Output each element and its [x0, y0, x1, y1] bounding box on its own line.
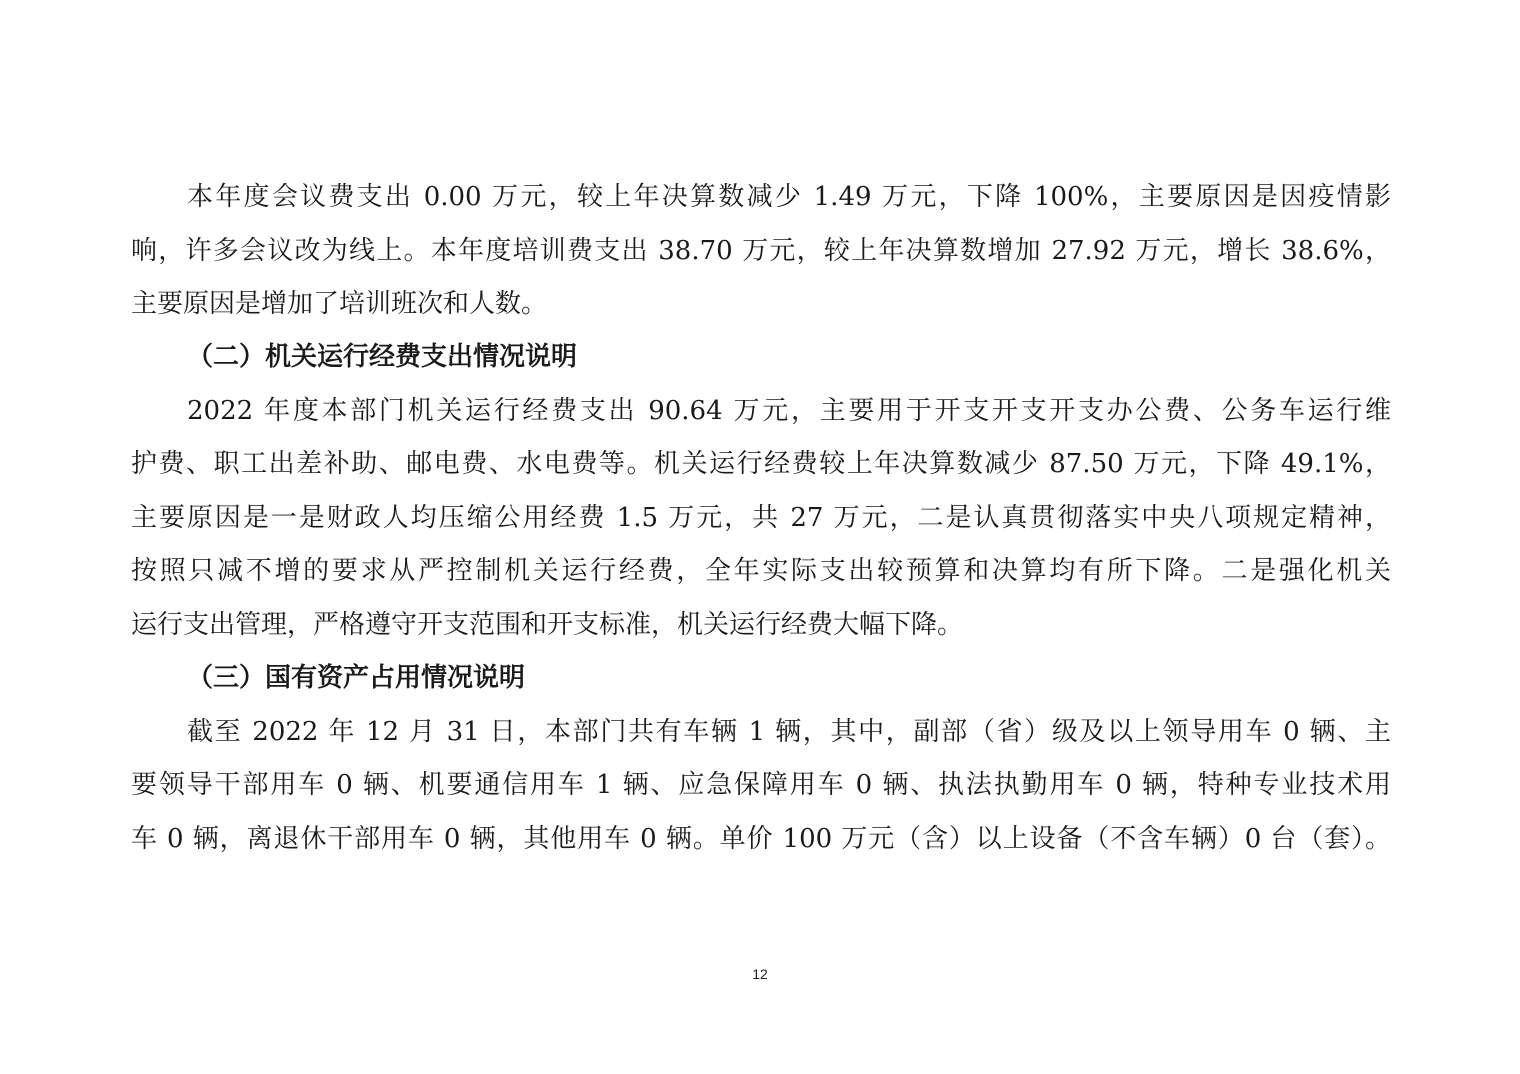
paragraph-line: 截至 2022 年 12 月 31 日，本部门共有车辆 1 辆，其中，副部（省）级及以上领导用车 0 辆、主 — [187, 717, 1391, 747]
paragraph-line: 运行支出管理，严格遵守开支范围和开支标准，机关运行经费大幅下降。 — [131, 610, 964, 640]
paragraph-line: 主要原因是增加了培训班次和人数。 — [131, 289, 548, 319]
paragraph-line: 车 0 辆，离退休干部用车 0 辆，其他用车 0 辆。单价 100 万元（含）以上设备（不含车辆）0 台（套）。 — [131, 824, 1391, 854]
section-heading: （二）机关运行经费支出情况说明 — [187, 342, 578, 372]
paragraph-line: 要领导干部用车 0 辆、机要通信用车 1 辆、应急保障用车 0 辆、执法执勤用车 0 辆，特种专业技术用 — [131, 770, 1391, 800]
section-heading: （三）国有资产占用情况说明 — [187, 663, 526, 693]
paragraph-line: 按照只减不增的要求从严控制机关运行经费，全年实际支出较预算和决算均有所下降。二是强化机关 — [131, 556, 1391, 586]
paragraph-line: 响，许多会议改为线上。本年度培训费支出 38.70 万元，较上年决算数增加 27.92 万元，增长 38.6%， — [131, 236, 1391, 266]
page-number: 12 — [752, 966, 768, 982]
paragraph-line: 本年度会议费支出 0.00 万元，较上年决算数减少 1.49 万元，下降 100%，主要原因是因疫情影 — [187, 182, 1391, 212]
paragraph-line: 2022 年度本部门机关运行经费支出 90.64 万元，主要用于开支开支开支办公费、公务车运行维 — [187, 396, 1391, 426]
paragraph-line: 护费、职工出差补助、邮电费、水电费等。机关运行经费较上年决算数减少 87.50 万元，下降 49.1%， — [131, 449, 1391, 479]
paragraph-line: 主要原因是一是财政人均压缩公用经费 1.5 万元，共 27 万元，二是认真贯彻落实中央八项规定精神， — [131, 503, 1391, 533]
